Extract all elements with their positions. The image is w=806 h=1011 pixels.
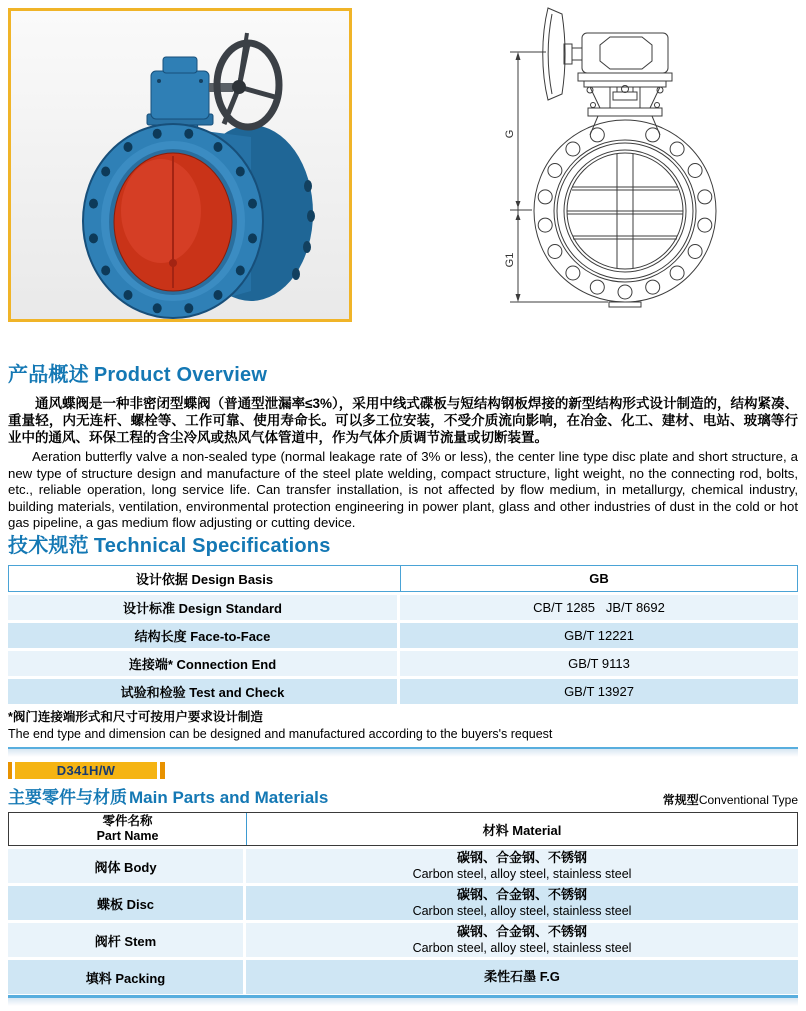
overview-section <box>8 358 798 532</box>
spec-row-label: 设计标准 Design Standard <box>8 595 400 620</box>
spec-header-row <box>8 565 798 592</box>
spec-row-value: GB/T 12221 <box>400 623 798 648</box>
dim-label-g1: G1 <box>504 252 516 268</box>
technical-drawing <box>486 0 806 315</box>
overview-heading-zh: 产品概述 <box>8 364 89 386</box>
parts-heading-zh: 主要零件与材质 <box>8 788 127 807</box>
spec-footnote-en: The end type and dimension can be designed and manufactured according to the buyers's request <box>8 727 553 741</box>
part-name: 阀体 Body <box>8 849 246 883</box>
overview-paragraph-zh: 通风蝶阀是一种非密闭型蝶阀（普通型泄漏率≤3%），采用中线式碟板与短结构钢板焊接的新型结构形式设计制造的，结构紧凑、重量轻，内无连杆、螺栓等、工作可靠、使用寿命长。可以多工位安装，不受介质流向影响，在冶金、化工、建材、电站、玻璃等行业中的通风、环保工程的含尘冷风或热风气体管道中，作为气体介质调节流量或切断装置。 <box>8 396 798 445</box>
spec-row-label: 试验和检验 Test and Check <box>8 679 400 704</box>
spec-row-label: 结构长度 Face-to-Face <box>8 623 400 648</box>
valve-line-drawing <box>486 0 806 315</box>
table-row <box>8 886 798 920</box>
dim-label-g: G <box>504 129 516 139</box>
parts-header-part-name-en: Part Name <box>96 829 159 843</box>
variant-label-zh: 常规型 <box>662 793 699 807</box>
spec-row-label: 连接端* Connection End <box>8 651 400 676</box>
model-badge <box>8 762 165 779</box>
spec-footnote <box>8 709 798 743</box>
parts-table <box>8 812 798 994</box>
variant-label-en: Conventional Type <box>698 793 798 807</box>
specs-heading-zh: 技术规范 <box>8 535 89 557</box>
parts-heading-row <box>8 783 798 808</box>
model-badge-label: D341H/W <box>15 762 157 779</box>
specifications-section <box>8 529 798 757</box>
table-row <box>8 651 798 676</box>
badge-right-bar <box>160 762 165 779</box>
parts-header-material: 材料 Material <box>482 822 562 838</box>
product-photo <box>8 8 352 322</box>
spec-row-value: CB/T 1285 JB/T 8692 <box>400 595 798 620</box>
parts-heading <box>8 783 328 808</box>
specs-heading <box>8 529 798 558</box>
parts-header-part-name-zh: 零件名称 <box>102 814 153 828</box>
table-row <box>8 849 798 883</box>
overview-paragraph-en: Aeration butterfly valve a non-sealed type (normal leakage rate of 3% or less), the center line type disc plate and short structure, a new type of structure design and manufacture of the steel plate welding, compact structure, light weight, no the connecting rod, bolts, etc., reliable operation, long service life. Can transfer installation, is not affected by flow medium, in metallurgy, chemical industry, building materials, ventilation, environmental protection engineering in power plant, glass and other industries of dust in the cold or hot gas pipeline, a gas medium flow adjusting or cutting device. <box>8 449 798 530</box>
parts-header-row <box>8 812 798 846</box>
part-material-en: Carbon steel, alloy steel, stainless steel <box>412 941 632 955</box>
part-material <box>246 923 798 957</box>
part-material <box>246 886 798 920</box>
spec-header-gb: GB <box>589 571 609 586</box>
part-material-en: Carbon steel, alloy steel, stainless steel <box>412 867 632 881</box>
part-material-zh: 碳钢、合金钢、不锈钢 <box>456 850 587 865</box>
valve-photo-illustration <box>11 11 349 319</box>
spec-header-design-basis: 设计依据 Design Basis <box>9 566 401 591</box>
parts-table-bottom <box>8 995 798 1006</box>
parts-header-part-name <box>9 813 247 845</box>
table-row <box>8 623 798 648</box>
part-material-zh: 柔性石墨 F.G <box>484 969 560 984</box>
spec-row-value: GB/T 9113 <box>400 651 798 676</box>
variant-label <box>663 791 798 808</box>
table-row <box>8 960 798 994</box>
part-material-zh: 碳钢、合金钢、不锈钢 <box>456 887 587 902</box>
table-row <box>8 595 798 620</box>
spec-row-value: GB/T 13927 <box>400 679 798 704</box>
table-row <box>8 923 798 957</box>
overview-heading <box>8 358 798 387</box>
section-divider-fade <box>8 749 798 757</box>
part-material-en: Carbon steel, alloy steel, stainless steel <box>412 904 632 918</box>
part-name: 蝶板 Disc <box>8 886 246 920</box>
part-material <box>246 960 798 994</box>
part-material-zh: 碳钢、合金钢、不锈钢 <box>456 924 587 939</box>
part-material <box>246 849 798 883</box>
parts-heading-en: Main Parts and Materials <box>129 788 329 807</box>
table-row <box>8 679 798 704</box>
section-divider-fade <box>8 998 798 1006</box>
part-name: 阀杆 Stem <box>8 923 246 957</box>
specs-heading-en: Technical Specifications <box>93 535 331 557</box>
overview-heading-en: Product Overview <box>93 364 268 386</box>
spec-footnote-zh: *阀门连接端形式和尺寸可按用户要求设计制造 <box>8 710 263 724</box>
spec-table <box>8 565 798 704</box>
part-name: 填料 Packing <box>8 960 246 994</box>
badge-left-bar <box>8 762 12 779</box>
